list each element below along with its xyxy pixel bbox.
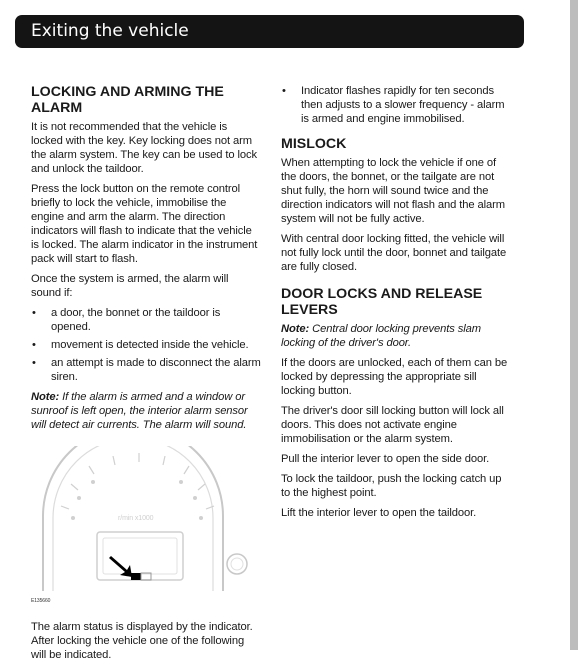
list-item: • Indicator flashes rapidly for ten seconds then adjusts to a slower frequency - alarm is armed and engine immobilised. (301, 84, 509, 126)
left-column (31, 84, 261, 668)
paragraph: Lift the interior lever to open the taildoor. (281, 507, 477, 519)
indicator-status-list (281, 84, 509, 126)
paragraph: To lock the taildoor, push the locking catch up to the highest point. (281, 473, 502, 499)
tachometer-illustration (31, 446, 261, 606)
note-text: Central door locking prevents slam locking of the driver's door. (281, 323, 481, 349)
alarm-trigger-list (31, 306, 261, 384)
heading-locking-alarm: LOCKING AND ARMING THE ALARM (31, 84, 224, 116)
right-column (281, 84, 509, 526)
gauge-label: r/min x1000 (118, 515, 154, 522)
paragraph: Pull the interior lever to open the side door. (281, 453, 490, 465)
page-edge-bar (570, 0, 578, 650)
heading-door-locks: DOOR LOCKS AND RELEASE LEVERS (281, 286, 483, 318)
paragraph: The driver's door sill locking button will lock all doors. This does not activate engine immobilisation or the alarm system. (281, 405, 504, 445)
note-label: Note: (281, 323, 310, 335)
paragraph: It is not recommended that the vehicle is locked with the key. Key locking does not arm the alarm system. The key can be used to lock and unlock the taildoor. (31, 121, 257, 175)
instrument-cluster-figure (31, 446, 261, 606)
figure-code: E135660 (31, 598, 51, 604)
paragraph: With central door locking fitted, the vehicle will not fully lock until the door, bonnet and tailgate are fully closed. (281, 233, 507, 273)
paragraph: Once the system is armed, the alarm will sound if: (31, 273, 229, 299)
list-item: • a door, the bonnet or the taildoor is opened. (51, 306, 261, 334)
paragraph: When attempting to lock the vehicle if one of the doors, the bonnet, or the tailgate are not shut fully, the horn will sound twice and the direction indicators will not flash and the alarm system will not be fully active. (281, 157, 505, 225)
note (281, 322, 509, 350)
section-header (15, 15, 524, 48)
heading-mislock: MISLOCK (281, 136, 347, 152)
note (31, 390, 261, 432)
note-text: If the alarm is armed and a window or sunroof is left open, the interior alarm sensor will detect air currents. The alarm will sound. (31, 391, 248, 431)
paragraph: If the doors are unlocked, each of them can be locked by depressing the appropriate sill locking button. (281, 357, 508, 397)
note-label: Note: (31, 391, 60, 403)
list-item: • movement is detected inside the vehicle. (51, 338, 261, 352)
paragraph: Press the lock button on the remote control briefly to lock the vehicle, immobilise the engine and arm the alarm. The direction indicators will flash to indicate that the vehicle is locked. The alarm indicator in the instrument pack will start to flash. (31, 183, 258, 265)
section-title: Exiting the vehicle (31, 21, 189, 41)
paragraph: The alarm status is displayed by the indicator. After locking the vehicle one of the following will be indicated. (31, 621, 253, 661)
list-item: • an attempt is made to disconnect the alarm siren. (51, 356, 261, 384)
